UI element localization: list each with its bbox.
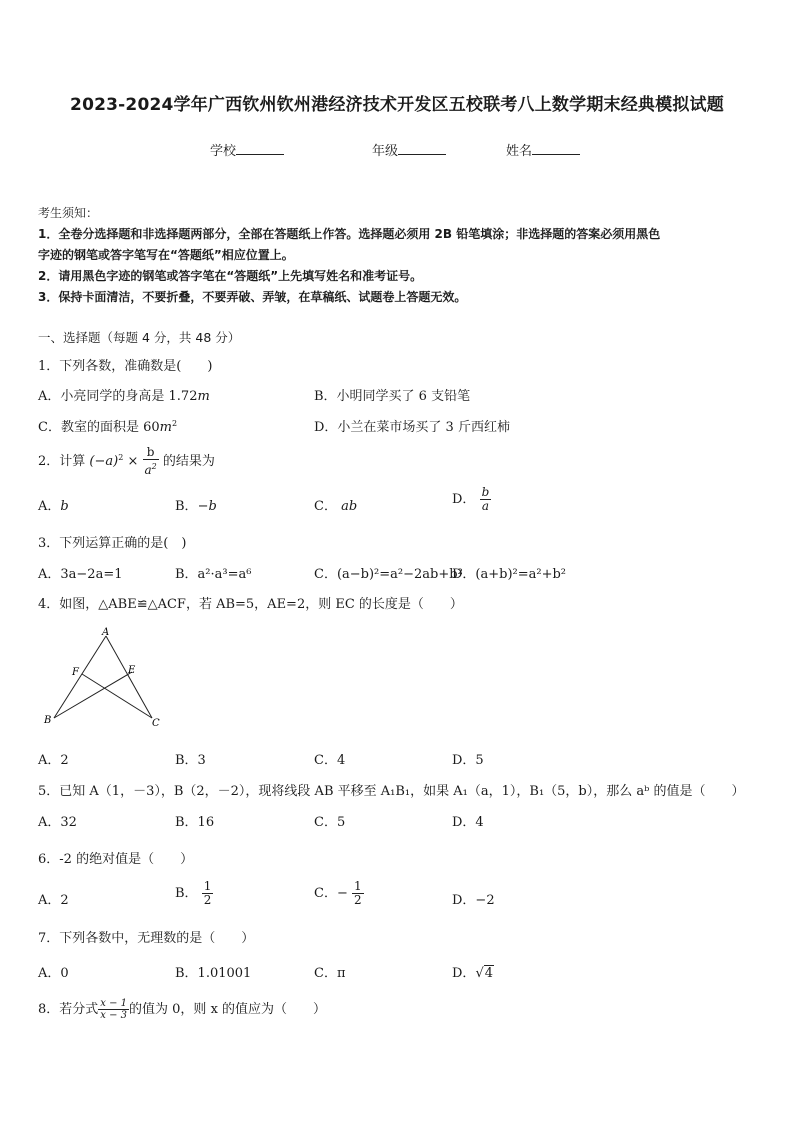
q8-fraction (98, 998, 129, 1021)
q2-option-d-num: b (481, 485, 490, 499)
label-c: C (152, 718, 160, 729)
q2-option-a[interactable] (38, 495, 69, 514)
q2-option-c-label: C． (314, 499, 337, 514)
q2-denominator (143, 460, 159, 477)
q2-option-b-value: −b (197, 499, 217, 514)
q1-option-d[interactable]: D．小兰在菜市场买了 3 斤西红柿 (314, 420, 510, 435)
name-blank[interactable] (532, 142, 580, 155)
q2-option-d[interactable] (452, 486, 491, 513)
grade-field[interactable] (372, 140, 446, 159)
q1-option-c-unit: m (159, 420, 172, 435)
q4-stem: 4．如图，△ABE≌△ACF，若 AB=5，AE=2，则 EC 的长度是（ ） (38, 597, 463, 612)
q6-option-c-den: 2 (353, 893, 362, 907)
q1-option-b[interactable]: B．小明同学买了 6 支铅笔 (314, 389, 471, 404)
q6-option-b-label: B． (175, 886, 198, 901)
q2-option-d-den: a (481, 499, 489, 513)
q2-den-exp: 2 (151, 462, 157, 471)
q3-option-b[interactable]: B．a²·a³=a⁶ (175, 567, 252, 582)
q6-stem: 6．-2 的绝对值是（ ） (38, 852, 194, 867)
q7-stem: 7．下列各数中，无理数的是（ ） (38, 931, 255, 946)
q6-option-b[interactable] (175, 880, 213, 907)
q4-option-c[interactable]: C．4 (314, 753, 346, 768)
name-label: 姓名 (506, 144, 533, 159)
q6-option-d[interactable]: D．−2 (452, 893, 495, 908)
q1-option-c[interactable] (38, 416, 177, 435)
sqrt-symbol: √4 (475, 966, 494, 981)
q5-stem: 5．已知 A（1，－3），B（2，－2），现将线段 AB 平移至 A₁B₁，如果 A₁（a，1），B₁（5，b），那么 aᵇ 的值是（ ） (38, 784, 745, 799)
segment-ac (106, 636, 152, 718)
q2-option-a-value: b (60, 499, 69, 514)
q4-option-d[interactable]: D．5 (452, 753, 484, 768)
notice-heading: 考生须知： (38, 206, 99, 220)
q6-option-c-label: C．− (314, 886, 348, 901)
q2-suffix: 的结果为 (162, 454, 215, 469)
q6-option-b-den: 2 (203, 893, 212, 907)
notice-item-2: 2．请用黑色字迹的钢笔或答字笔在“答题纸”上先填写姓名和准考证号。 (38, 269, 423, 283)
q8-numerator: x − 1 (100, 998, 128, 1009)
label-e: E (128, 665, 136, 676)
notice-item-3: 3．保持卡面清洁，不要折叠，不要弄破、弄皱，在草稿纸、试题卷上答题无效。 (38, 290, 467, 304)
q4-option-a[interactable]: A．2 (38, 753, 69, 768)
q6-option-b-fraction (202, 880, 214, 907)
segment-be (54, 672, 132, 718)
q7-option-d-label: D． (452, 966, 476, 981)
q5-option-c[interactable]: C．5 (314, 815, 346, 830)
q8-stem (38, 998, 326, 1021)
section-heading: 一、选择题（每题 4 分，共 48 分） (38, 330, 241, 345)
q2-fraction (143, 446, 159, 477)
q2-option-b[interactable] (175, 495, 217, 514)
notice-item-1: 1．全卷分选择题和非选择题两部分，全部在答题纸上作答。选择题必须用 2B 铅笔填涂；非选择题的答案必须用黑色 (38, 227, 661, 241)
q3-stem: 3．下列运算正确的是( ) (38, 536, 187, 551)
q2-option-d-label: D． (452, 492, 476, 507)
q8-suffix: 的值为 0，则 x 的值应为（ ） (129, 1002, 327, 1017)
q8-denominator: x − 3 (100, 1010, 128, 1021)
q2-expr: (−a) (89, 454, 119, 469)
q7-option-d[interactable] (452, 962, 494, 981)
q7-option-a[interactable]: A．0 (38, 966, 69, 981)
q8-prefix: 8．若分式 (38, 1002, 99, 1017)
name-field[interactable] (506, 140, 580, 159)
segment-ab (54, 636, 106, 718)
q2-option-c[interactable] (314, 495, 357, 514)
q6-option-b-num: 1 (203, 879, 212, 893)
q3-option-d[interactable]: D．(a+b)²=a²+b² (452, 567, 567, 582)
q1-stem: 1．下列各数，准确数是( ) (38, 359, 213, 374)
q2-option-c-value: ab (341, 499, 358, 514)
q1-option-a-unit: m (197, 389, 210, 404)
q5-option-a[interactable]: A．32 (38, 815, 77, 830)
q5-option-b[interactable]: B．16 (175, 815, 215, 830)
label-f: F (72, 667, 79, 678)
q2-prefix: 2．计算 (38, 454, 86, 469)
q7-option-c[interactable]: C．π (314, 966, 346, 981)
q3-option-c[interactable]: C．(a−b)²=a²−2ab+b² (314, 567, 463, 582)
school-label: 学校 (210, 144, 237, 159)
q7-option-b[interactable]: B．1.01001 (175, 966, 252, 981)
school-field[interactable] (210, 140, 284, 159)
q2-option-a-label: A． (38, 499, 61, 514)
label-b: B (44, 715, 52, 726)
q3-option-a[interactable]: A．3a−2a=1 (38, 567, 123, 582)
q7-option-d-radicand: 4 (484, 966, 494, 981)
q6-option-a[interactable]: A．2 (38, 893, 69, 908)
q1-option-c-text: C．教室的面积是 60 (38, 420, 160, 435)
school-blank[interactable] (236, 142, 284, 155)
q2-stem (38, 446, 215, 477)
grade-label: 年级 (372, 144, 399, 159)
q2-times: × (127, 454, 139, 469)
q1-option-a[interactable] (38, 385, 210, 404)
q5-option-d[interactable]: D．4 (452, 815, 484, 830)
q2-option-b-label: B． (175, 499, 198, 514)
label-a: A (102, 627, 110, 638)
q6-option-c[interactable] (314, 880, 364, 907)
q2-exp: 2 (118, 453, 124, 462)
q2-option-d-fraction (480, 486, 492, 513)
q6-option-c-fraction (352, 880, 364, 907)
notice-item-1-cont: 字迹的钢笔或答字笔写在“答题纸”相应位置上。 (38, 248, 294, 262)
exam-title: 2023-2024学年广西钦州钦州港经济技术开发区五校联考八上数学期末经典模拟试题 (70, 95, 724, 115)
q4-option-b[interactable]: B．3 (175, 753, 206, 768)
q1-option-c-exp: 2 (171, 419, 178, 428)
info-fields (0, 140, 794, 160)
q2-den-base: a (144, 463, 152, 477)
q4-triangle-figure (40, 624, 170, 734)
q6-option-c-num: 1 (353, 879, 362, 893)
q1-option-a-text: A．小亮同学的身高是 1.72 (38, 389, 198, 404)
exam-notice (38, 203, 758, 308)
q2-numerator: b (143, 446, 159, 460)
grade-blank[interactable] (398, 142, 446, 155)
